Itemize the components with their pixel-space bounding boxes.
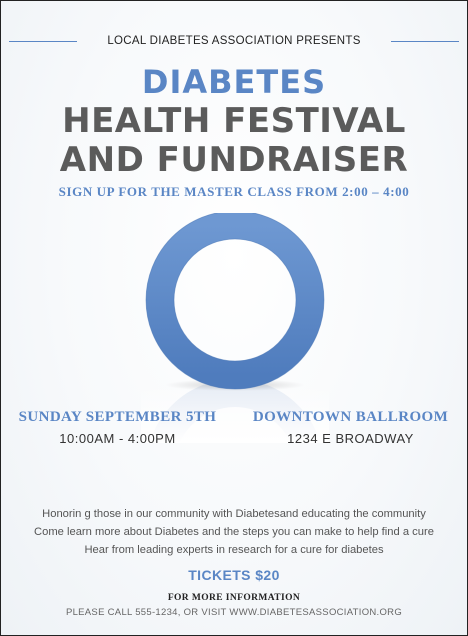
contact-info: PLEASE CALL 555-1234, OR VISIT WWW.DIABETESASSOCIATION.ORG [65,607,403,618]
event-venue-block [234,409,467,446]
description-line: Hear from leading experts in research for a cure for diabetes [84,544,384,556]
title-health-festival: HEALTH FESTIVAL [62,101,406,141]
event-venue: DOWNTOWN BALLROOM [252,409,449,425]
title-and-fundraiser: AND FUNDRAISER [59,140,409,180]
event-description [1,505,467,559]
right-divider-line [391,41,459,42]
master-class-subtitle: SIGN UP FOR THE MASTER CLASS FROM 2:00 – 4:00 [58,184,410,199]
description-line: Honorin g those in our community with Diabetesand educating the community [42,508,426,520]
event-date-block [1,409,234,446]
description-line: Come learn more about Diabetes and the steps you can make to help find a cure [34,526,434,538]
ticket-price: TICKETS $20 [188,567,280,583]
presenter-text: LOCAL DIABETES ASSOCIATION PRESENTS [107,35,361,47]
event-address: 1234 E BROADWAY [287,431,414,446]
event-time: 10:00AM - 4:00PM [59,431,176,446]
presenter-row [1,31,467,51]
event-date: SUNDAY SEPTEMBER 5TH [18,409,217,425]
title-diabetes: DIABETES [141,63,327,101]
more-info-heading: FOR MORE INFORMATION [167,593,301,603]
left-divider-line [9,41,77,42]
